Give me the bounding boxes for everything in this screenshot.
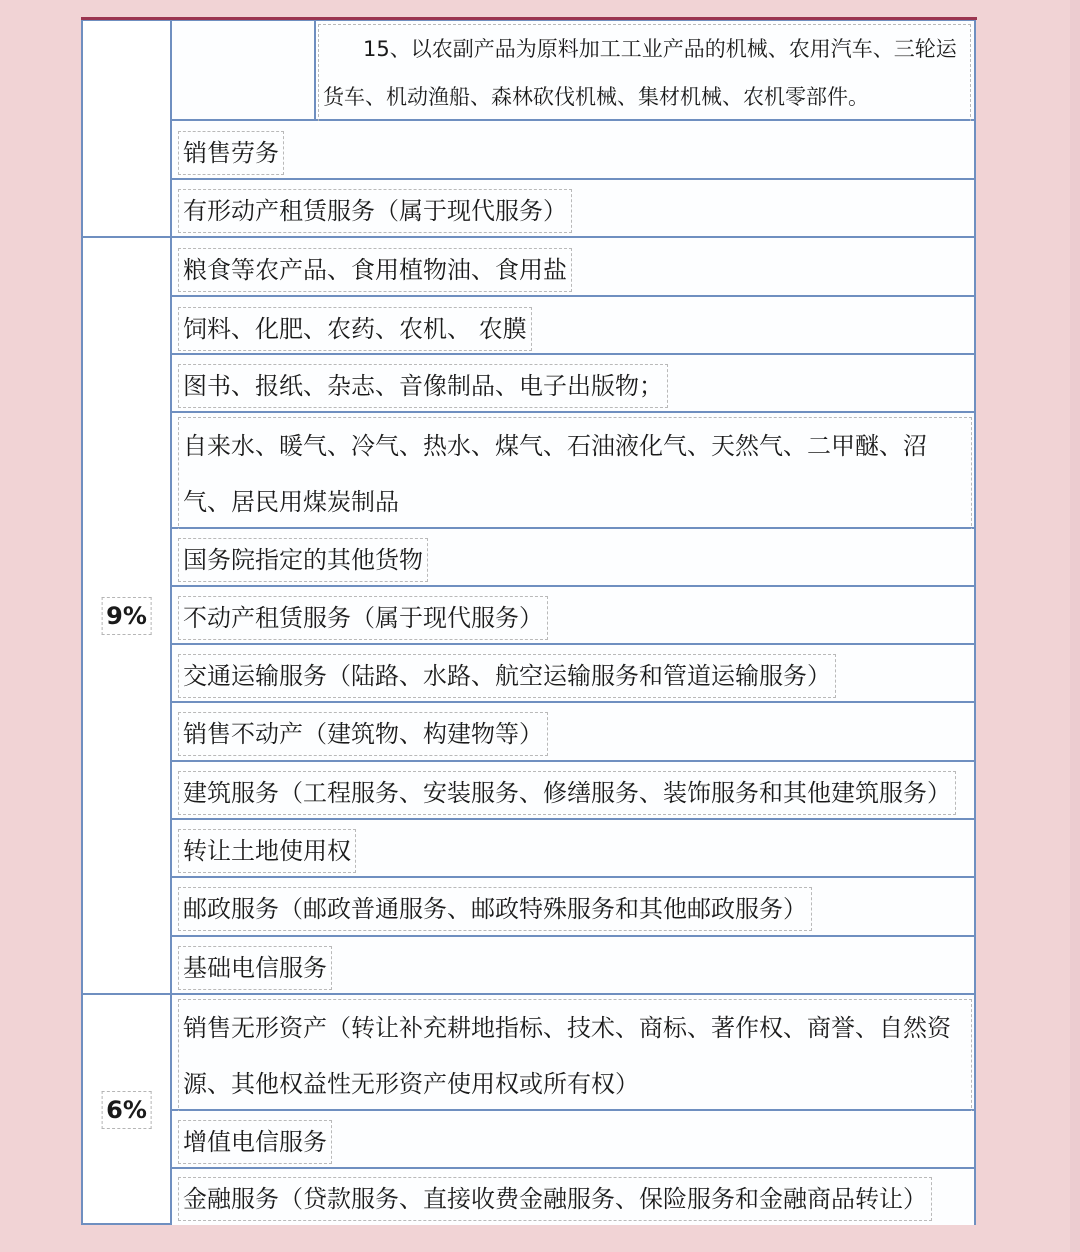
- rate-cell-6: [83, 995, 172, 1225]
- page-edge-strip: [1070, 0, 1080, 1252]
- inner-column-divider: [314, 21, 316, 119]
- table-row: [172, 355, 974, 413]
- table-row: [172, 238, 974, 297]
- table-row: [172, 703, 974, 762]
- table-row-continued-goods: [172, 21, 974, 121]
- table-row: [172, 121, 974, 180]
- cell-text: 粮食等农产品、食用植物油、食用盐: [178, 248, 572, 292]
- cell-text: 图书、报纸、杂志、音像制品、电子出版物；: [178, 364, 668, 408]
- vat-rate-table: [81, 19, 976, 1225]
- table-row: [172, 529, 974, 587]
- cell-text: 邮政服务（邮政普通服务、邮政特殊服务和其他邮政服务）: [178, 887, 812, 931]
- cell-text: 国务院指定的其他货物: [178, 538, 428, 582]
- cell-text: 不动产租赁服务（属于现代服务）: [178, 596, 548, 640]
- rate-cell-continued: [83, 21, 172, 238]
- cell-text: 有形动产租赁服务（属于现代服务）: [178, 189, 572, 233]
- table-top-accent-line: [81, 17, 977, 20]
- cell-text: 销售劳务: [178, 131, 284, 175]
- table-row: [172, 297, 974, 355]
- table-row: [172, 995, 974, 1111]
- cell-text: 自来水、暖气、冷气、热水、煤气、石油液化气、天然气、二甲醚、沼气、居民用煤炭制品: [178, 417, 972, 531]
- table-row: [172, 1169, 974, 1225]
- table-row: [172, 878, 974, 937]
- cell-text: 基础电信服务: [178, 946, 332, 990]
- cell-text: 销售不动产（建筑物、构建物等）: [178, 712, 548, 756]
- cell-text: 建筑服务（工程服务、安装服务、修缮服务、装饰服务和其他建筑服务）: [178, 771, 956, 815]
- rate-label-9: 9%: [101, 597, 152, 635]
- rate-cell-9: [83, 238, 172, 995]
- table-row: [172, 937, 974, 995]
- cell-text-machinery: 15、以农副产品为原料加工工业产品的机械、农用汽车、三轮运货车、机动渔船、森林砍伐机械、集材机械、农机零部件。: [318, 24, 971, 122]
- table-row: [172, 645, 974, 703]
- table-row: [172, 1111, 974, 1169]
- table-row: [172, 413, 974, 529]
- table-row: [172, 587, 974, 645]
- cell-text: 金融服务（贷款服务、直接收费金融服务、保险服务和金融商品转让）: [178, 1177, 932, 1221]
- cell-text: 转让土地使用权: [178, 829, 356, 873]
- table-row: [172, 180, 974, 238]
- cell-text: 增值电信服务: [178, 1120, 332, 1164]
- cell-text: 交通运输服务（陆路、水路、航空运输服务和管道运输服务）: [178, 654, 836, 698]
- table-row: [172, 820, 974, 878]
- rate-label-6: 6%: [101, 1091, 152, 1129]
- cell-text: 饲料、化肥、农药、农机、 农膜: [178, 307, 532, 351]
- cell-text: 销售无形资产（转让补充耕地指标、技术、商标、著作权、商誉、自然资源、其他权益性无形资产使用权或所有权）: [178, 999, 972, 1113]
- table-row: [172, 762, 974, 820]
